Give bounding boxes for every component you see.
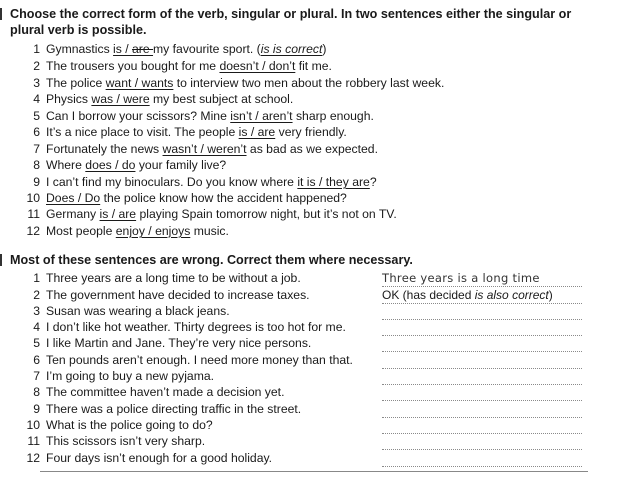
item-sentence xyxy=(46,42,326,56)
item-number: 5 xyxy=(33,109,40,123)
verb-choice xyxy=(106,76,174,90)
verb-choice xyxy=(219,59,295,73)
item-number: 3 xyxy=(33,304,40,318)
sentence-text: It’s a nice place to visit. The people xyxy=(46,125,239,139)
verb-options: want / wants xyxy=(105,76,174,90)
item-sentence: I’m going to buy a new pyjama. xyxy=(46,369,215,383)
verb-options: wasn’t / weren’t xyxy=(162,142,247,156)
item-number: 3 xyxy=(33,76,40,90)
answer-line[interactable] xyxy=(382,370,582,385)
answer-line[interactable] xyxy=(382,337,582,352)
verb-options: is / are xyxy=(238,125,276,139)
item-number: 2 xyxy=(33,59,40,73)
sentence-text: Germany xyxy=(46,207,100,221)
sentence-text: playing Spain tomorrow night, but it’s not on TV. xyxy=(136,207,397,221)
verb-options: isn’t / aren’t xyxy=(230,109,293,123)
item-number: 1 xyxy=(33,42,40,56)
answer-line[interactable] xyxy=(382,403,582,418)
item-number: 6 xyxy=(33,125,40,139)
item-sentence: This scissors isn’t very sharp. xyxy=(46,434,206,448)
verb-choice xyxy=(230,109,292,123)
item-number: 10 xyxy=(26,418,40,432)
item-number: 6 xyxy=(33,353,40,367)
item-sentence: I like Martin and Jane. They’re very nice persons. xyxy=(46,336,312,350)
sentence-text: I can’t find my binoculars. Do you know where xyxy=(46,175,298,189)
exercise-a-heading-line2: plural verb is possible. xyxy=(10,23,147,37)
answer-line[interactable] xyxy=(382,452,582,467)
item-sentence: The committee haven’t made a decision yet. xyxy=(46,385,285,399)
verb-choice xyxy=(163,142,247,156)
sentence-text: ? xyxy=(369,175,377,189)
item-number: 10 xyxy=(26,191,40,205)
item-sentence xyxy=(46,191,347,205)
verb-choice xyxy=(100,207,137,221)
exercise-b-heading: Most of these sentences are wrong. Correct them where necessary. xyxy=(10,253,413,267)
answer-line[interactable] xyxy=(382,435,582,450)
verb-choice xyxy=(113,42,153,56)
verb-choice xyxy=(239,125,276,139)
sentence-text: the police know how the accident happened? xyxy=(100,191,347,205)
sentence-text: to interview two men about the robbery last week. xyxy=(173,76,445,90)
sentence-text: Can I borrow your scissors? Mine xyxy=(46,109,231,123)
answer-line[interactable] xyxy=(382,321,582,336)
verb-choice xyxy=(85,158,135,172)
exercise-a-marker xyxy=(0,8,2,20)
verb-options: does / do xyxy=(85,158,136,172)
item-number: 12 xyxy=(26,224,40,238)
answer-line[interactable] xyxy=(382,305,582,320)
item-sentence: Ten pounds aren’t enough. I need more money than that. xyxy=(46,353,353,367)
item-sentence xyxy=(46,158,226,172)
item-sentence xyxy=(46,125,347,139)
item-sentence xyxy=(46,59,332,73)
item-number: 9 xyxy=(33,402,40,416)
sentence-text: ) xyxy=(322,42,327,56)
item-number: 11 xyxy=(27,207,40,221)
answer-text: OK (has decided xyxy=(382,288,475,302)
item-number: 7 xyxy=(33,369,40,383)
item-number: 4 xyxy=(33,92,40,106)
item-sentence xyxy=(46,175,377,189)
sentence-text: Gymnastics xyxy=(46,42,114,56)
item-sentence: The government have decided to increase taxes. xyxy=(46,288,310,302)
handwritten-answer: Three years is a long time xyxy=(382,271,540,285)
verb-options: was / were xyxy=(91,92,150,106)
answer-note: is is correct xyxy=(260,42,323,56)
item-number: 12 xyxy=(26,451,40,465)
verb-options: Does / Do xyxy=(46,191,101,205)
item-sentence: Susan was wearing a black jeans. xyxy=(46,304,230,318)
item-number: 1 xyxy=(33,271,40,285)
verb-options: is / xyxy=(113,42,133,56)
item-sentence xyxy=(46,142,378,156)
answer-line[interactable] xyxy=(382,272,582,287)
sentence-text: music. xyxy=(190,224,229,238)
sentence-text: The trousers you bought for me xyxy=(46,59,220,73)
sentence-text: very friendly. xyxy=(275,125,347,139)
sentence-text: your family live? xyxy=(135,158,227,172)
item-number: 8 xyxy=(33,385,40,399)
verb-choice xyxy=(91,92,149,106)
exercise-a-heading-line1: Choose the correct form of the verb, singular or plural. In two sentences either the singular or xyxy=(10,7,572,21)
sentence-text: Where xyxy=(46,158,86,172)
item-number: 2 xyxy=(33,288,40,302)
sentence-text: as bad as we expected. xyxy=(246,142,378,156)
item-number: 4 xyxy=(33,320,40,334)
item-sentence xyxy=(46,76,444,90)
verb-choice xyxy=(116,224,191,238)
item-number: 5 xyxy=(33,336,40,350)
verb-choice xyxy=(46,191,100,205)
item-sentence: I don’t like hot weather. Thirty degrees is too hot for me. xyxy=(46,320,346,334)
sentence-text: my best subject at school. xyxy=(149,92,294,106)
answer-line[interactable] xyxy=(382,289,582,304)
crossed-out-option: are xyxy=(132,42,154,56)
item-sentence: Three years are a long time to be without a job. xyxy=(46,271,301,285)
exercise-b-marker xyxy=(0,254,2,266)
verb-options: enjoy / enjoys xyxy=(115,224,191,238)
sentence-text: Most people xyxy=(46,224,116,238)
item-number: 11 xyxy=(27,434,40,448)
item-sentence: There was a police directing traffic in the street. xyxy=(46,402,302,416)
item-sentence xyxy=(46,109,374,123)
item-sentence: Four days isn’t enough for a good holiday. xyxy=(46,451,273,465)
item-number: 9 xyxy=(33,175,40,189)
item-number: 7 xyxy=(33,142,40,156)
sentence-text: Fortunately the news xyxy=(46,142,163,156)
answer-text: ) xyxy=(548,288,553,302)
verb-options: is / are xyxy=(99,207,137,221)
item-sentence xyxy=(46,224,229,238)
verb-options: doesn’t / don’t xyxy=(219,59,296,73)
sentence-text: Physics xyxy=(46,92,92,106)
sentence-text: fit me. xyxy=(295,59,332,73)
item-number: 8 xyxy=(33,158,40,172)
answer-note: is also correct xyxy=(474,288,549,302)
answer-line[interactable] xyxy=(382,386,582,401)
exercise-a-heading xyxy=(10,6,571,38)
verb-options: it is / they are xyxy=(297,175,370,189)
item-sentence xyxy=(46,92,293,106)
answer-line[interactable] xyxy=(382,419,582,434)
sentence-text: sharp enough. xyxy=(292,109,374,123)
sentence-text: The police xyxy=(46,76,106,90)
bottom-rule xyxy=(40,471,588,472)
answer-line[interactable] xyxy=(382,354,582,369)
item-sentence xyxy=(46,207,397,221)
verb-choice xyxy=(297,175,369,189)
item-sentence: What is the police going to do? xyxy=(46,418,213,432)
sentence-text: my favourite sport. ( xyxy=(153,42,261,56)
